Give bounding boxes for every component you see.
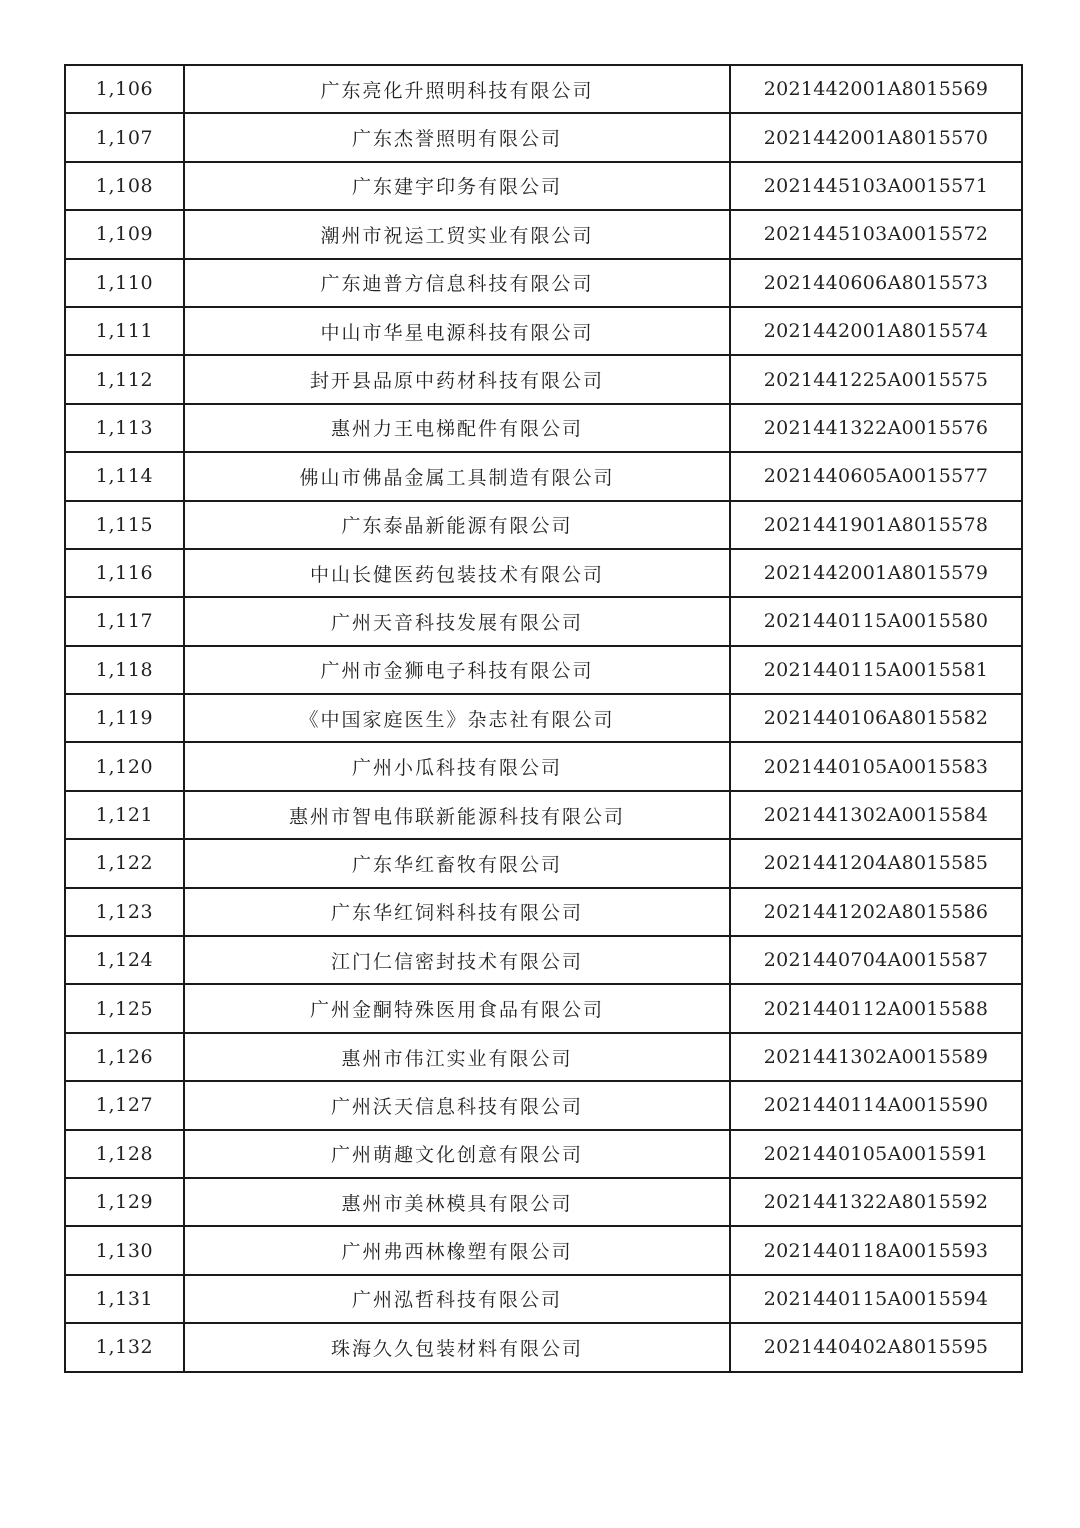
registration-code-cell: 2021441901A8015578 [730,501,1022,549]
registration-code-cell: 2021442001A8015570 [730,113,1022,161]
table-row [65,501,1022,549]
table-row [65,162,1022,210]
registration-code-cell: 2021441302A0015584 [730,791,1022,839]
registry-table-body [65,65,1022,1372]
table-row [65,597,1022,645]
row-number-cell: 1,117 [65,597,184,645]
company-name-cell: 中山市华星电源科技有限公司 [184,307,730,355]
table-row [65,936,1022,984]
registration-code-cell: 2021442001A8015579 [730,549,1022,597]
registration-code-cell: 2021441302A0015589 [730,1033,1022,1081]
table-row [65,1226,1022,1274]
table-row [65,307,1022,355]
company-name-cell: 广州金酮特殊医用食品有限公司 [184,984,730,1032]
row-number-cell: 1,130 [65,1226,184,1274]
registration-code-cell: 2021440115A0015594 [730,1275,1022,1323]
registration-code-cell: 2021441202A8015586 [730,888,1022,936]
row-number-cell: 1,110 [65,259,184,307]
company-name-cell: 惠州市伟江实业有限公司 [184,1033,730,1081]
table-row [65,355,1022,403]
table-row [65,1178,1022,1226]
row-number-cell: 1,124 [65,936,184,984]
company-name-cell: 广东建宇印务有限公司 [184,162,730,210]
row-number-cell: 1,129 [65,1178,184,1226]
company-name-cell: 广东迪普方信息科技有限公司 [184,259,730,307]
registration-code-cell: 2021440114A0015590 [730,1081,1022,1129]
company-name-cell: 广东华红畜牧有限公司 [184,839,730,887]
company-name-cell: 江门仁信密封技术有限公司 [184,936,730,984]
table-row [65,839,1022,887]
table-row [65,1275,1022,1323]
company-name-cell: 佛山市佛晶金属工具制造有限公司 [184,452,730,500]
table-row [65,1323,1022,1371]
company-name-cell: 广州小瓜科技有限公司 [184,742,730,790]
row-number-cell: 1,109 [65,210,184,258]
registration-code-cell: 2021440704A0015587 [730,936,1022,984]
row-number-cell: 1,131 [65,1275,184,1323]
row-number-cell: 1,111 [65,307,184,355]
table-row [65,404,1022,452]
row-number-cell: 1,122 [65,839,184,887]
registration-code-cell: 2021440402A8015595 [730,1323,1022,1371]
table-row [65,113,1022,161]
company-name-cell: 封开县品原中药材科技有限公司 [184,355,730,403]
company-name-cell: 广州市金狮电子科技有限公司 [184,646,730,694]
company-name-cell: 广州弗西林橡塑有限公司 [184,1226,730,1274]
row-number-cell: 1,126 [65,1033,184,1081]
registration-code-cell: 2021440106A8015582 [730,694,1022,742]
row-number-cell: 1,121 [65,791,184,839]
registration-code-cell: 2021441225A0015575 [730,355,1022,403]
company-name-cell: 潮州市祝运工贸实业有限公司 [184,210,730,258]
registration-code-cell: 2021441204A8015585 [730,839,1022,887]
company-name-cell: 《中国家庭医生》杂志社有限公司 [184,694,730,742]
company-name-cell: 广东杰誉照明有限公司 [184,113,730,161]
row-number-cell: 1,116 [65,549,184,597]
table-row [65,210,1022,258]
company-name-cell: 广州天音科技发展有限公司 [184,597,730,645]
registration-code-cell: 2021442001A8015574 [730,307,1022,355]
row-number-cell: 1,125 [65,984,184,1032]
registration-code-cell: 2021440115A0015581 [730,646,1022,694]
registration-code-cell: 2021440115A0015580 [730,597,1022,645]
table-row [65,549,1022,597]
table-row [65,452,1022,500]
table-row [65,694,1022,742]
registration-code-cell: 2021440105A0015591 [730,1130,1022,1178]
registration-code-cell: 2021441322A0015576 [730,404,1022,452]
registration-code-cell: 2021440605A0015577 [730,452,1022,500]
row-number-cell: 1,106 [65,65,184,113]
table-row [65,888,1022,936]
registration-code-cell: 2021440105A0015583 [730,742,1022,790]
table-row [65,1081,1022,1129]
table-row [65,646,1022,694]
row-number-cell: 1,115 [65,501,184,549]
row-number-cell: 1,128 [65,1130,184,1178]
row-number-cell: 1,132 [65,1323,184,1371]
row-number-cell: 1,127 [65,1081,184,1129]
company-registry-table [64,64,1023,1373]
company-name-cell: 广州沃天信息科技有限公司 [184,1081,730,1129]
company-name-cell: 惠州力王电梯配件有限公司 [184,404,730,452]
registration-code-cell: 2021445103A0015572 [730,210,1022,258]
row-number-cell: 1,113 [65,404,184,452]
row-number-cell: 1,114 [65,452,184,500]
company-name-cell: 广东泰晶新能源有限公司 [184,501,730,549]
table-row [65,65,1022,113]
company-name-cell: 广东亮化升照明科技有限公司 [184,65,730,113]
table-row [65,791,1022,839]
row-number-cell: 1,123 [65,888,184,936]
row-number-cell: 1,112 [65,355,184,403]
table-row [65,1130,1022,1178]
table-row [65,984,1022,1032]
company-name-cell: 惠州市智电伟联新能源科技有限公司 [184,791,730,839]
company-name-cell: 惠州市美林模具有限公司 [184,1178,730,1226]
row-number-cell: 1,108 [65,162,184,210]
company-name-cell: 广东华红饲料科技有限公司 [184,888,730,936]
company-name-cell: 珠海久久包装材料有限公司 [184,1323,730,1371]
registration-code-cell: 2021442001A8015569 [730,65,1022,113]
row-number-cell: 1,120 [65,742,184,790]
row-number-cell: 1,119 [65,694,184,742]
table-row [65,742,1022,790]
table-row [65,259,1022,307]
registration-code-cell: 2021440118A0015593 [730,1226,1022,1274]
company-name-cell: 广州泓哲科技有限公司 [184,1275,730,1323]
row-number-cell: 1,118 [65,646,184,694]
company-name-cell: 中山长健医药包装技术有限公司 [184,549,730,597]
table-row [65,1033,1022,1081]
company-name-cell: 广州萌趣文化创意有限公司 [184,1130,730,1178]
registration-code-cell: 2021440606A8015573 [730,259,1022,307]
registration-code-cell: 2021440112A0015588 [730,984,1022,1032]
registration-code-cell: 2021445103A0015571 [730,162,1022,210]
row-number-cell: 1,107 [65,113,184,161]
registration-code-cell: 2021441322A8015592 [730,1178,1022,1226]
